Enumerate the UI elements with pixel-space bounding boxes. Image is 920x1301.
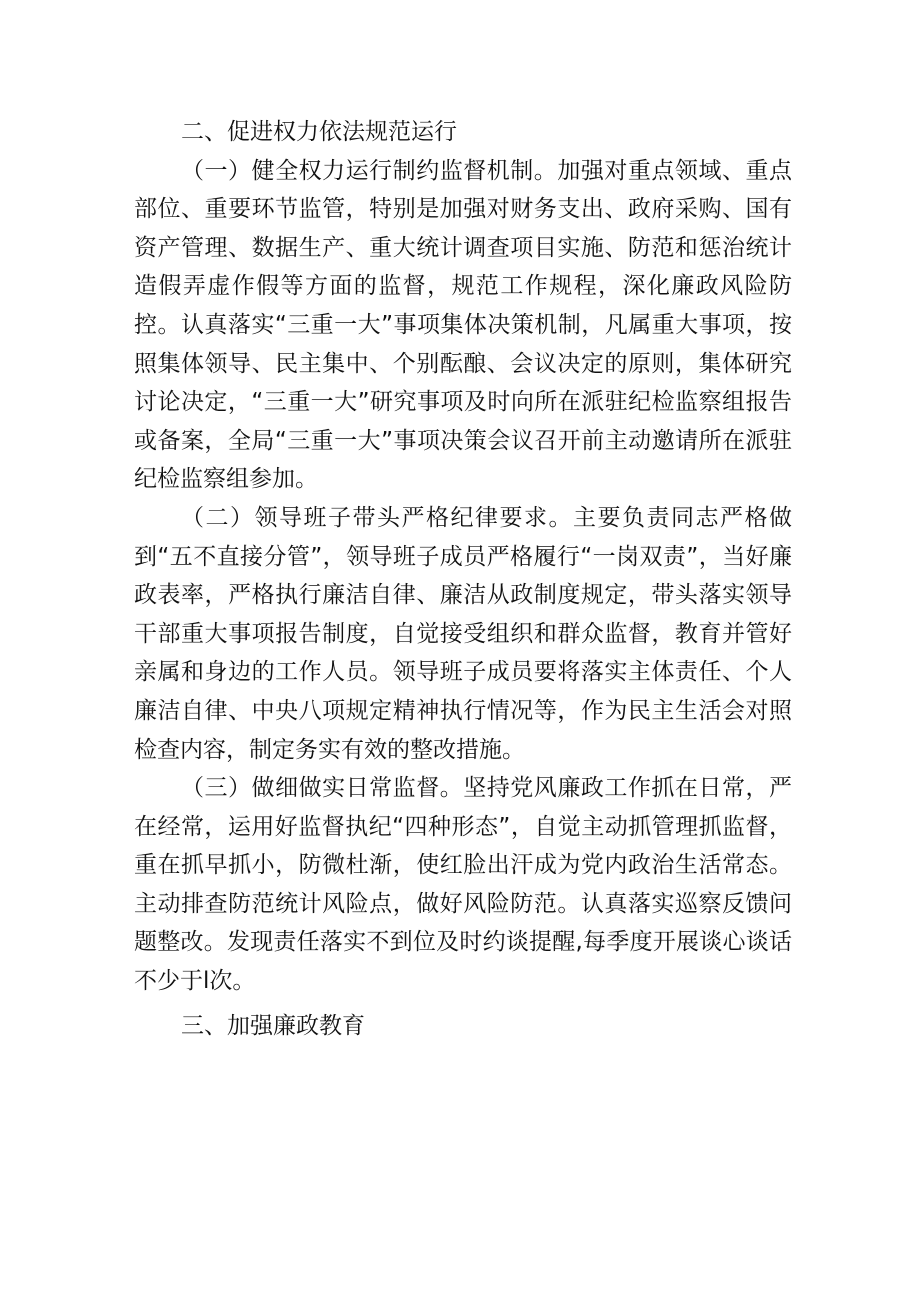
paragraph-1: （一）健全权力运行制约监督机制。加强对重点领域、重点部位、重要环节监管，特别是加强对财务支出、政府采购、国有资产管理、数据生产、重大统计调查项目实施、防范和惩治统计造假弄虚作假等方面的监督，规范工作规程，深化廉政风险防控。认真落实“三重一大”事项集体决策机制，凡属重大事项，按照集体领导、民主集中、个别酝酿、会议决定的原则，集体研究讨论决定，“三重一大”研究事项及时向所在派驻纪检监察组报告或备案，全局“三重一大”事项决策会议召开前主动邀请所在派驻纪检监察组参加。 (134, 157, 792, 493)
document-body (134, 113, 792, 1045)
section-3-heading: 三、加强廉政教育 (181, 1012, 365, 1039)
paragraph-2: （二）领导班子带头严格纪律要求。主要负责同志严格做到“五不直接分管”，领导班子成员严格履行“一岗双责”，当好廉政表率，严格执行廉洁自律、廉洁从政制度规定，带头落实领导干部重大事项报告制度，自觉接受组织和群众监督，教育并管好亲属和身边的工作人员。领导班子成员要将落实主体责任、个人廉洁自律、中央八项规定精神执行情况等，作为民主生活会对照检查内容，制定务实有效的整改措施。 (134, 504, 792, 763)
paragraph-3: （三）做细做实日常监督。坚持党风廉政工作抓在日常，严在经常，运用好监督执纪“四种形态”，自觉主动抓管理抓监督，重在抓早抓小，防微杜渐，使红脸出汗成为党内政治生活常态。主动排查防范统计风险点，做好风险防范。认真落实巡察反馈问题整改。发现责任落实不到位及时约谈提醒,每季度开展谈心谈话不少于l次。 (134, 775, 792, 995)
section-2-heading: 二、促进权力依法规范运行 (181, 119, 457, 145)
